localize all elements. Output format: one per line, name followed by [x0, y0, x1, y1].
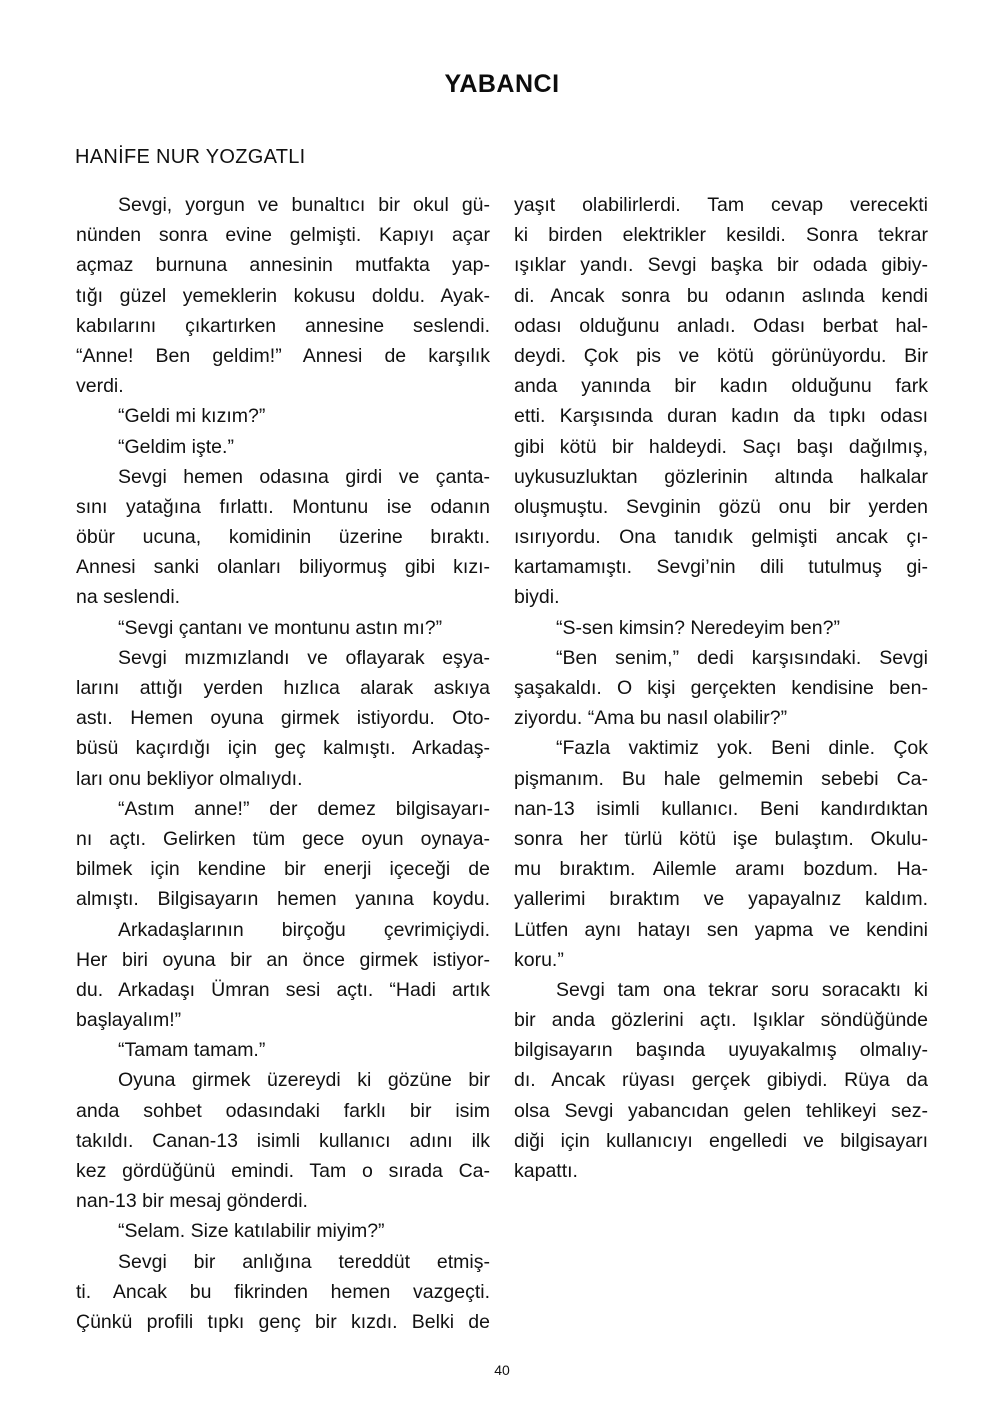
text-line: na seslendi. — [76, 586, 181, 609]
text-line: anda yanında bir kadın olduğunu fark — [514, 375, 928, 398]
text-line: sonra her türlü kötü işe bulaştım. Okulu- — [514, 827, 928, 850]
text-line: Arkadaşlarının birçoğu çevrimiçiydi. — [118, 918, 490, 941]
page-number: 40 — [494, 1362, 510, 1378]
text-line: “Anne! Ben geldim!” Annesi de karşılık — [76, 344, 490, 367]
text-line: astı. Hemen oyuna girmek istiyordu. Oto- — [76, 707, 490, 730]
text-line: koru.” — [514, 948, 564, 971]
text-line: du. Arkadaşı Ümran sesi açtı. “Hadi artık — [76, 978, 490, 1001]
text-line: yaşıt olabilirlerdi. Tam cevap verecekti — [514, 194, 928, 216]
text-line: oluşmuştu. Sevginin gözü onu bir yerden — [514, 495, 928, 518]
text-line: mu bıraktım. Ailemle aramı bozdum. Ha- — [514, 858, 928, 881]
text-line: tığı güzel yemeklerin kokusu doldu. Ayak- — [76, 284, 490, 307]
text-line: Oyuna girmek üzereydi ki gözüne bir — [118, 1069, 490, 1092]
text-line: Sevgi tam ona tekrar soru soracaktı ki — [556, 978, 928, 1001]
text-column-right — [514, 190, 928, 1186]
author-name: HANİFE NUR YOZGATLI — [75, 146, 306, 168]
text-line: “Fazla vaktimiz yok. Beni dinle. Çok — [556, 737, 928, 760]
text-line: biydi. — [514, 586, 560, 609]
text-line: bilmek için kendine bir enerji içeceği de — [76, 858, 490, 881]
text-line: Çünkü profili tıpkı genç bir kızdı. Belki de — [76, 1310, 490, 1333]
text-line: gibi kötü bir haldeydi. Saçı başı dağılmış, — [514, 435, 928, 458]
text-line: “Selam. Size katılabilir miyim?” — [118, 1220, 385, 1243]
text-line: başlayalım!” — [76, 1009, 182, 1032]
text-line: pişmanım. Bu hale gelmemin sebebi Ca- — [514, 767, 928, 790]
text-line: dı. Ancak rüyası gerçek gibiydi. Rüya da — [514, 1069, 928, 1092]
text-line: odası olduğunu anladı. Odası berbat hal- — [514, 314, 928, 337]
text-line: diği için kullanıcıyı engelledi ve bilgisayarı — [514, 1129, 928, 1152]
text-line: yallerimi bıraktım ve yapayalnız kaldım. — [514, 888, 928, 911]
text-line: “Astım anne!” der demez bilgisayarı- — [118, 797, 490, 820]
text-line: ziyordu. “Ama bu nasıl olabilir?” — [514, 707, 788, 730]
text-line: ları onu bekliyor olmalıydı. — [76, 767, 303, 790]
text-line: “Geldi mi kızım?” — [118, 405, 266, 428]
text-line: Sevgi mızmızlandı ve oflayarak eşya- — [118, 646, 490, 669]
text-line: nı açtı. Gelirken tüm gece oyun oynaya- — [76, 827, 490, 850]
text-line: Lütfen aynı hatayı sen yapma ve kendini — [514, 918, 928, 941]
text-line: “Geldim işte.” — [118, 435, 234, 458]
story-title: YABANCI — [444, 70, 560, 98]
text-line: takıldı. Canan-13 isimli kullanıcı adını ilk — [76, 1129, 490, 1152]
text-line: “Ben senim,” dedi karşısındaki. Sevgi — [556, 646, 928, 669]
text-line: büsü kaçırdığı için geç kalmıştı. Arkadaş- — [76, 737, 490, 760]
text-line: “Sevgi çantanı ve montunu astın mı?” — [118, 616, 443, 639]
text-line: kez gördüğünü emindi. Tam o sırada Ca- — [76, 1160, 490, 1182]
text-line: bilgisayarın başında uyuyakalmış olmalıy- — [514, 1039, 928, 1062]
text-line: verdi. — [76, 375, 124, 398]
text-line: bir anda gözlerini açtı. Işıklar söndüğünde — [514, 1009, 928, 1032]
text-line: “S-sen kimsin? Neredeyim ben?” — [556, 616, 840, 639]
text-line: almıştı. Bilgisayarın hemen yanına koydu. — [76, 888, 490, 911]
text-line: nünden sonra evine gelmişti. Kapıyı açar — [76, 224, 490, 247]
text-line: ısırıyordu. Ona tanıdık gelmişti ancak çı- — [514, 526, 928, 549]
text-line: Her biri oyuna bir an önce girmek istiyor- — [76, 948, 490, 971]
text-line: kapattı. — [514, 1160, 578, 1182]
text-line: kartamamıştı. Sevgi’nin dili tutulmuş gi- — [514, 556, 928, 579]
text-line: kabılarını çıkartırken annesine seslendi. — [76, 314, 490, 337]
text-line: uykusuzluktan gözlerinin altında halkalar — [514, 465, 928, 488]
text-line: ışıklar yandı. Sevgi başka bir odada gibiy- — [514, 254, 928, 277]
text-line: etti. Karşısında duran kadın da tıpkı odası — [514, 405, 928, 428]
text-line: açmaz burnuna annesinin mutfakta yap- — [76, 254, 490, 277]
text-line: öbür ucuna, komidinin üzerine bıraktı. — [76, 526, 490, 549]
text-line: şaşakaldı. O kişi gerçekten kendisine ben- — [514, 677, 928, 699]
text-column-left — [76, 190, 490, 1337]
text-line: anda sohbet odasındaki farklı bir isim — [76, 1099, 490, 1122]
text-line: sını yatağına fırlattı. Montunu ise odanın — [76, 495, 490, 518]
text-line: nan-13 bir mesaj gönderdi. — [76, 1190, 308, 1213]
text-line: “Tamam tamam.” — [118, 1039, 266, 1062]
text-line: deydi. Çok pis ve kötü görünüyordu. Bir — [514, 344, 928, 367]
text-line: ti. Ancak bu fikrinden hemen vazgeçti. — [76, 1280, 490, 1303]
text-line: olsa Sevgi yabancıdan gelen tehlikeyi sez- — [514, 1099, 928, 1122]
text-line: Sevgi, yorgun ve bunaltıcı bir okul gü- — [118, 194, 490, 216]
text-line: larını attığı yerden hızlıca alarak askıya — [76, 677, 490, 699]
text-line: di. Ancak sonra bu odanın aslında kendi — [514, 284, 928, 307]
text-line: Sevgi hemen odasına girdi ve çanta- — [118, 465, 490, 488]
text-line: Annesi sanki olanları biliyormuş gibi kızı- — [76, 556, 490, 579]
text-line: Sevgi bir anlığına tereddüt etmiş- — [118, 1250, 490, 1273]
text-line: ki birden elektrikler kesildi. Sonra tekrar — [514, 224, 928, 247]
text-line: nan-13 isimli kullanıcı. Beni kandırdıktan — [514, 797, 928, 820]
